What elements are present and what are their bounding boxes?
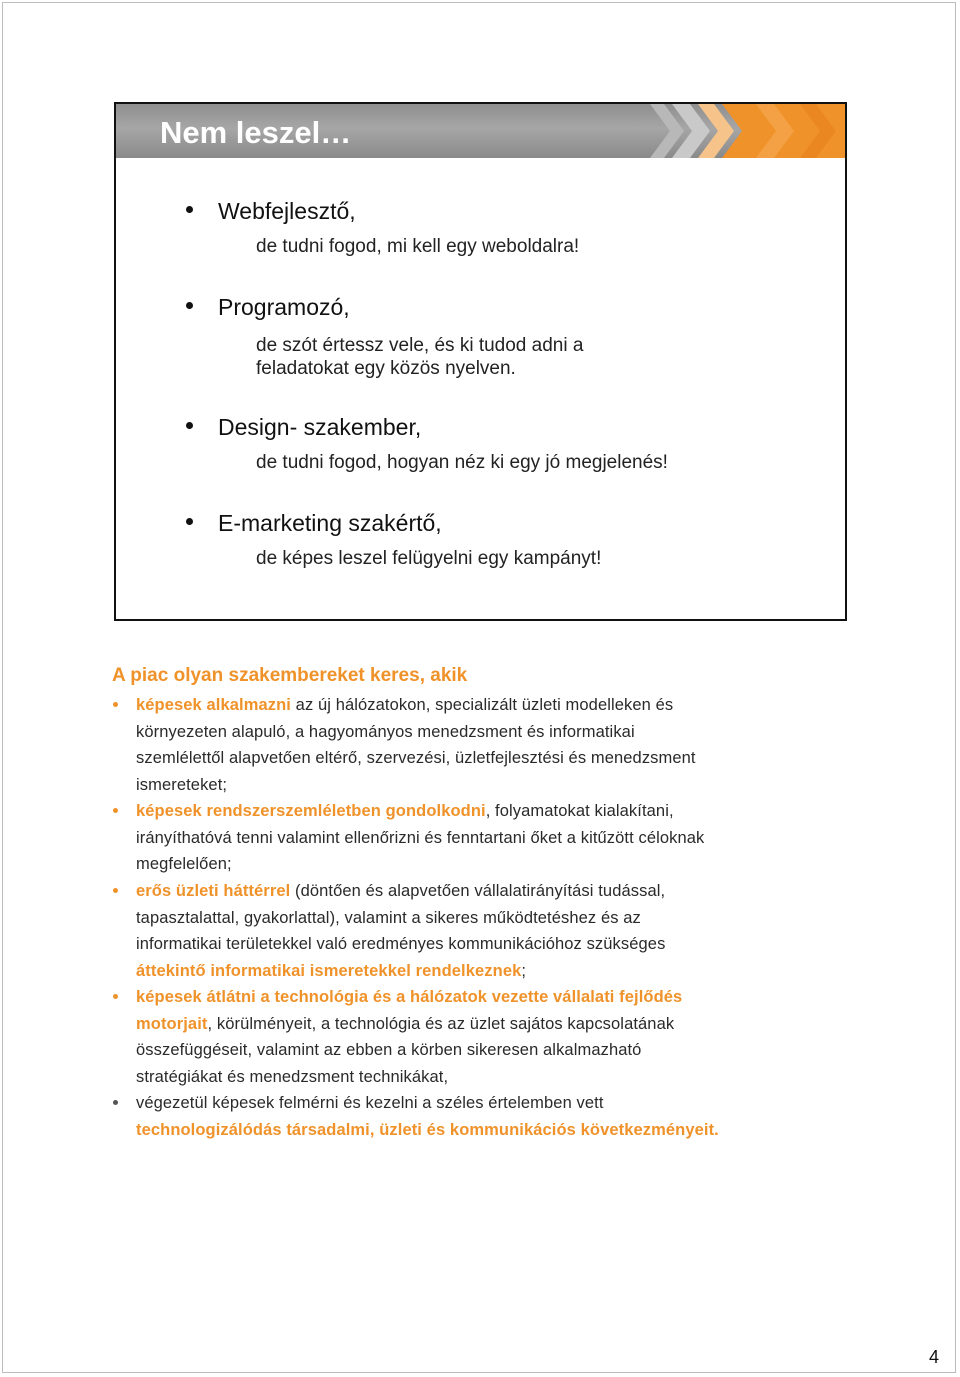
requirement-line xyxy=(136,1037,641,1064)
page-number: 4 xyxy=(929,1347,940,1367)
body-text: szemlélettől alapvetően eltérő, szervezési, üzletfejlesztési és menedzsment xyxy=(136,749,696,768)
requirements-section xyxy=(112,664,872,1139)
slide-bullet-heading: Programozó, xyxy=(218,294,350,320)
body-text: stratégiákat és menedzsment technikákat, xyxy=(136,1067,449,1086)
highlighted-text: képesek rendszerszemléletben gondolkodni xyxy=(136,802,486,820)
bullet-icon xyxy=(186,302,193,309)
highlighted-text: technologizálódás társadalmi, üzleti és kommunikációs következményeit. xyxy=(136,1120,719,1139)
bullet-icon xyxy=(113,888,118,893)
body-text: informatikai területekkel való eredményes kommunikációhoz szükséges xyxy=(136,935,666,954)
body-text: megfelelően; xyxy=(136,855,232,874)
slide-box xyxy=(114,102,847,621)
bullet-icon xyxy=(113,702,118,707)
requirement-line xyxy=(136,1064,448,1091)
body-text: tapasztalattal, gyakorlattal), valamint a sikeres működtetéshez és az xyxy=(136,908,641,927)
chevron-decoration-icon xyxy=(650,104,845,158)
requirement-line xyxy=(136,1090,604,1117)
requirement-line xyxy=(136,692,673,719)
slide-title: Nem leszel… xyxy=(160,115,352,150)
requirement-line xyxy=(136,745,696,772)
body-text: ismereteket; xyxy=(136,775,228,794)
body-text: összefüggéseit, valamint az ebben a körben sikeresen alkalmazható xyxy=(136,1041,642,1060)
body-text: irányíthatóvá tenni valamint ellenőrizni és fenntartani őket a kitűzött céloknak xyxy=(136,828,705,847)
requirement-line xyxy=(136,931,665,958)
slide-bullet-subtext: feladatokat egy közös nyelven. xyxy=(256,358,516,379)
highlighted-text: áttekintő informatikai ismeretekkel rendelkeznek xyxy=(136,961,522,980)
requirement-line xyxy=(136,772,227,799)
body-text: , körülményeit, a technológia és az üzlet sajátos kapcsolatának xyxy=(207,1014,675,1033)
requirement-line xyxy=(136,905,641,932)
bullet-icon xyxy=(186,206,193,213)
highlighted-text: képesek alkalmazni xyxy=(136,696,291,714)
requirement-line xyxy=(136,878,665,905)
highlighted-text: erős üzleti háttérrel xyxy=(136,882,291,900)
requirement-line xyxy=(136,984,682,1011)
body-text: végezetül képesek felmérni és kezelni a széles értelemben vett xyxy=(136,1094,604,1112)
slide-bullet-heading: E-marketing szakértő, xyxy=(218,510,442,536)
bullet-icon xyxy=(186,422,193,429)
requirement-line xyxy=(136,851,232,878)
requirement-line xyxy=(136,825,704,852)
section-heading: A piac olyan szakembereket keres, akik xyxy=(112,665,468,686)
body-text: környezeten alapuló, a hagyományos menedzsment és informatikai xyxy=(136,722,635,741)
slide-bullet-heading: Design- szakember, xyxy=(218,414,422,440)
bullet-icon xyxy=(113,808,118,813)
slide-bullet-heading: Webfejlesztő, xyxy=(218,198,356,224)
requirement-line xyxy=(136,719,635,746)
requirement-line xyxy=(136,958,526,985)
slide-bullet-subtext: de szót értessz vele, és ki tudod adni a xyxy=(256,335,584,356)
highlighted-text: képesek átlátni a technológia és a hálózatok vezette vállalati fejlődés xyxy=(136,988,683,1006)
slide-bullet-subtext: de tudni fogod, hogyan néz ki egy jó megjelenés! xyxy=(256,452,668,473)
bullet-icon xyxy=(186,518,193,525)
highlighted-text: motorjait xyxy=(136,1014,208,1033)
slide-header xyxy=(116,104,845,158)
body-text: ; xyxy=(521,961,527,980)
bullet-icon xyxy=(113,1100,118,1105)
slide-bullet-subtext: de képes leszel felügyelni egy kampányt! xyxy=(256,548,602,569)
requirement-line xyxy=(136,1011,674,1038)
requirement-line xyxy=(136,798,674,825)
requirement-line xyxy=(136,1117,719,1144)
body-text: , folyamatokat kialakítani, xyxy=(485,802,674,820)
slide-bullet-subtext: de tudni fogod, mi kell egy weboldalra! xyxy=(256,236,580,257)
body-text: az új hálózatokon, specializált üzleti modelleken és xyxy=(290,696,674,714)
bullet-icon xyxy=(113,994,118,999)
body-text: (döntően és alapvetően vállalatirányítási tudással, xyxy=(290,882,666,900)
